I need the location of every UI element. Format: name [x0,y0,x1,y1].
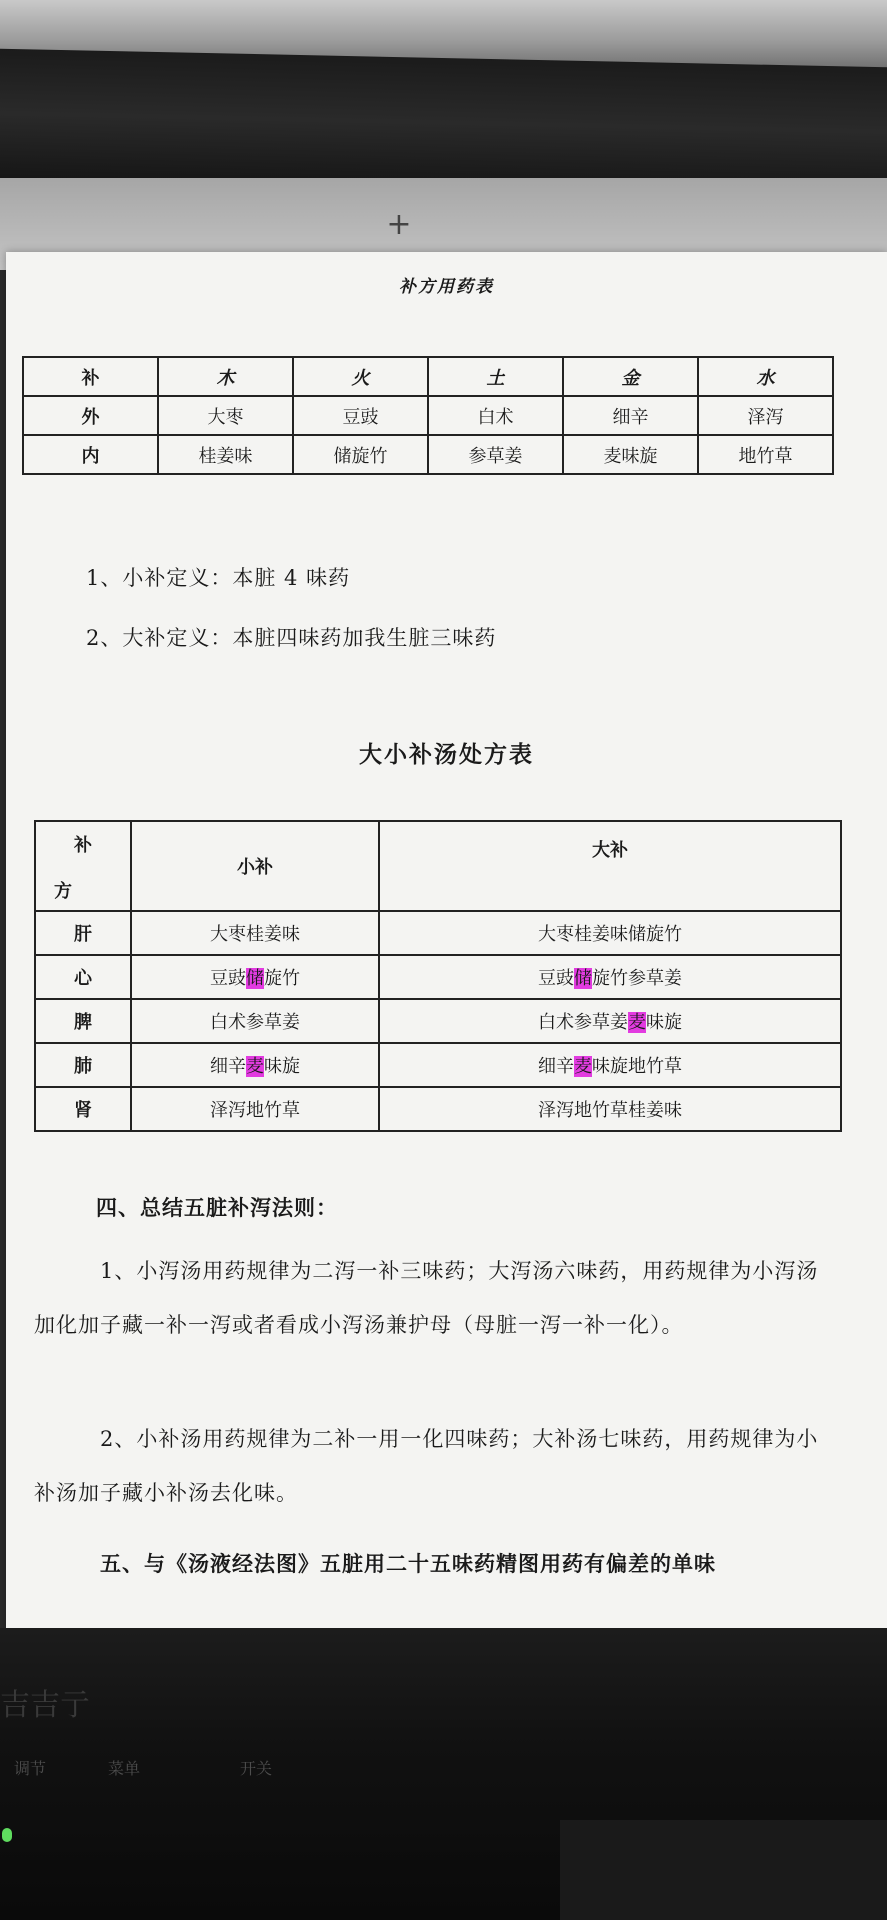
table-cell: 地竹草 [698,435,833,474]
organ-cell: 肝 [35,911,131,955]
monitor-brand-logo: 吉吉亍 [0,1688,90,1723]
desk-object [560,1820,887,1920]
text-run: 细辛 [538,1056,574,1077]
column-header-small: 小补 [131,821,379,911]
table-cell [131,955,379,999]
table-row [35,999,841,1043]
table-cell: 木 [158,357,293,396]
table-row [23,435,833,474]
table-cell: 土 [428,357,563,396]
text-run: 豆豉 [538,968,574,989]
table-cell: 内 [23,435,158,474]
table-row [23,396,833,435]
table-cell [379,999,841,1043]
adjust-button[interactable]: 调节 [14,1759,47,1778]
table-row [23,357,833,396]
table-cell: 大枣桂姜味储旋竹 [379,911,841,955]
definition-small: 1、小补定义：本脏 4 味药 [86,566,351,590]
table-row [35,1043,841,1087]
text-run: 旋竹 [264,968,300,989]
table-cell: 水 [698,357,833,396]
highlighted-char: 麦 [574,1056,592,1077]
highlighted-char: 麦 [628,1012,646,1033]
page-title-1: 补方用药表 [399,277,494,297]
table-cell [379,955,841,999]
table-cell: 白术 [428,396,563,435]
page-title-2: 大小补汤处方表 [359,741,534,768]
highlighted-char: 储 [246,968,264,989]
corner-label-top: 补 [74,835,92,856]
table-cell: 外 [23,396,158,435]
prescription-table [34,820,842,1132]
table-header-row [35,821,841,911]
menu-button[interactable]: 菜单 [108,1759,141,1778]
definition-big: 2、大补定义：本脏四味药加我生脏三味药 [86,626,497,650]
text-run: 味旋地竹草 [592,1056,682,1077]
monitor-top-bezel [0,49,887,198]
corner-label-bottom: 方 [54,881,72,902]
table-row [35,955,841,999]
section-4-title: 四、总结五脏补泻法则： [96,1195,338,1220]
document-page[interactable] [6,252,887,1630]
section-5-title: 五、与《汤液经法图》五脏用二十五味药精图用药有偏差的单味 [100,1551,716,1576]
rule-1-text: 1、小泻汤用药规律为二泻一补三味药；大泻汤六味药，用药规律为小泻汤加化加子藏一补一泻或者看成小泻汤兼护母（母脏一泻一补一化）。 [34,1259,819,1337]
text-run: 豆豉 [210,968,246,989]
highlighted-char: 麦 [246,1056,264,1077]
column-header-big: 大补 [379,821,841,911]
table-cell: 细辛 [563,396,698,435]
highlighted-char: 储 [574,968,592,989]
text-run: 味旋 [264,1056,300,1077]
table-cell: 大枣 [158,396,293,435]
table-cell: 桂姜味 [158,435,293,474]
organ-cell: 肾 [35,1087,131,1131]
table-cell: 麦味旋 [563,435,698,474]
table-cell: 金 [563,357,698,396]
table-cell: 豆豉 [293,396,428,435]
text-run: 味旋 [646,1012,682,1033]
table-cell: 储旋竹 [293,435,428,474]
table-cell: 泽泻地竹草桂姜味 [379,1087,841,1131]
plus-crosshair-icon: + [386,207,412,242]
table-cell: 泽泻地竹草 [131,1087,379,1131]
text-run: 白术参草姜 [538,1012,628,1033]
table-cell: 大枣桂姜味 [131,911,379,955]
text-run: 细辛 [210,1056,246,1077]
supplement-herbs-table [22,356,834,475]
rule-1-paragraph [34,1244,834,1352]
power-button[interactable]: 开关 [240,1759,273,1778]
monitor-controls [0,1752,887,1786]
organ-cell: 脾 [35,999,131,1043]
rule-2-paragraph [34,1412,834,1520]
table-row [35,911,841,955]
table-cell: 泽泻 [698,396,833,435]
table-cell: 火 [293,357,428,396]
organ-cell: 肺 [35,1043,131,1087]
rule-2-text: 2、小补汤用药规律为二补一用一化四味药；大补汤七味药，用药规律为小补汤加子藏小补汤去化味。 [34,1427,819,1505]
table-cell: 白术参草姜 [131,999,379,1043]
power-led-icon [2,1828,12,1842]
table-cell [379,1043,841,1087]
table-corner-cell [35,821,131,911]
table-cell [131,1043,379,1087]
table-cell: 补 [23,357,158,396]
organ-cell: 心 [35,955,131,999]
table-cell: 参草姜 [428,435,563,474]
text-run: 旋竹参草姜 [592,968,682,989]
table-row [35,1087,841,1131]
